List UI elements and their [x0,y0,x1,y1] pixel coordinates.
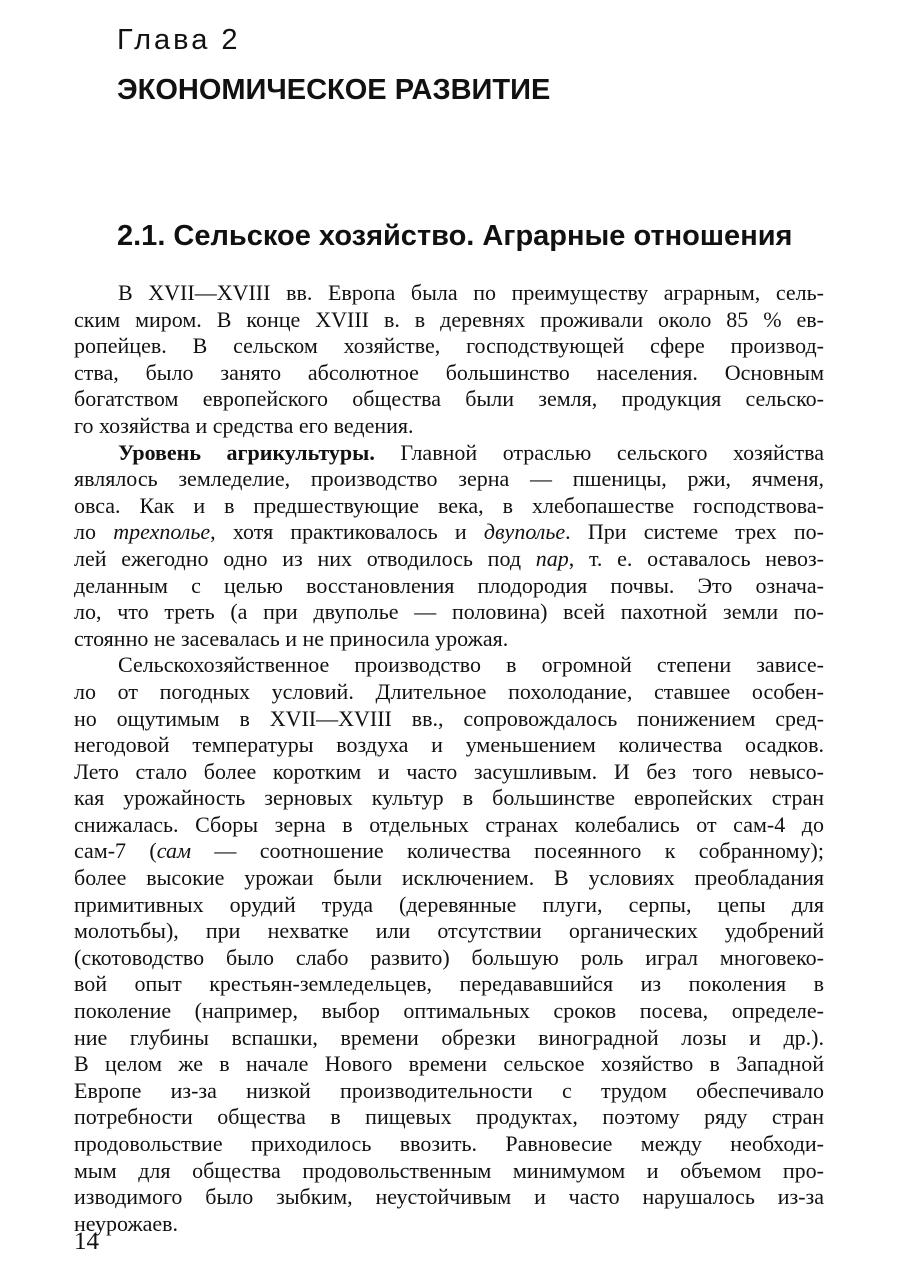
paragraph-3-line: снижалась. Сборы зерна в отдельных странах колебались от сам-4 до [74,811,824,837]
paragraph-2-line [74,546,824,573]
paragraph-3-line: продовольствие приходилось ввозить. Равновесие между необходи- [74,1131,824,1156]
paragraph-3-line: мым для общества продовольственным минимумом и объемом про- [74,1157,824,1183]
paragraph-3-line: ло от погодных условий. Длительное похолодание, ставшее особен- [74,678,824,704]
paragraph-2-line: овса. Как и в предшествующие века, в хлебопашестве господствова- [74,492,824,518]
text-run: Главной отраслью сельского хозяйства [374,439,824,465]
paragraph-2-line [74,519,824,546]
page-number: 14 [74,1228,99,1255]
paragraph-1-line: ропейцев. В сельском хозяйстве, господствующей сфере производ- [74,333,824,359]
paragraph-2-line: являлось земледелие, производство зерна — пшеницы, ржи, ячменя, [74,466,824,492]
paragraph-2-line: деланным с целью восстановления плодородия почвы. Это означа- [74,572,824,598]
text-run: . При системе трех по- [565,519,824,545]
text-run: ло [74,519,114,545]
paragraph-3-line: более высокие урожаи были исключением. В условиях преобладания [74,865,824,891]
paragraph-3-line: но ощутимым в XVII—XVIII вв., сопровождалось понижением сред- [74,705,824,731]
text-run: сам-7 ( [74,838,157,864]
section-title: 2.1. Сельское хозяйство. Аграрные отношения [117,220,793,252]
paragraph-3-line [74,838,824,865]
paragraph-3-line: Европе из-за низкой производительности с трудом обеспечивало [74,1077,824,1103]
text-run: лей ежегодно одно из них отводилось под [74,545,536,571]
paragraph-2-line: ло, что треть (а при двуполье — половина) всей пахотной земли по- [74,599,824,625]
term-italic: сам [156,838,192,864]
paragraph-3-line: изводимого было зыбким, неустойчивым и часто нарушалось из-за [74,1184,824,1210]
paragraph-3-line: кая урожайность зерновых культур в большинстве европейских стран [74,785,824,811]
term-italic: трехполье [113,519,211,545]
paragraph-3-line: молотьбы), при нехватке или отсутствии органических удобрений [74,918,824,944]
paragraph-2-line [74,440,824,467]
paragraph-3-line: поколение (например, выбор оптимальных сроков посева, определе- [74,998,824,1024]
paragraph-3-line: (скотоводство было слабо развито) большую роль играл многовеко- [74,944,824,970]
chapter-title: ЭКОНОМИЧЕСКОЕ РАЗВИТИЕ [117,74,551,106]
run-in-heading: Уровень агрикультуры. [118,439,375,465]
chapter-label: Глава 2 [117,24,241,56]
text-run: , хотя практиковалось и [210,519,484,545]
term-italic: двуполье [483,519,566,545]
term-italic: пар [535,545,569,571]
paragraph-3-line: вой опыт крестьян-земледельцев, передававшийся из поколения в [74,971,824,997]
paragraph-3-line: В целом же в начале Нового времени сельское хозяйство в Западной [74,1051,824,1077]
body-text [74,280,824,1237]
paragraph-3-line: примитивных орудий труда (деревянные плуги, серпы, цепы для [74,891,824,917]
paragraph-3-line: потребности общества в пищевых продуктах, поэтому ряду стран [74,1104,824,1130]
paragraph-2-line: стоянно не засевалась и не приносила урожая. [74,625,509,651]
paragraph-1-line: ским миром. В конце XVIII в. в деревнях проживали около 85 % ев- [74,306,824,332]
text-run: , т. е. оставалось невоз- [568,545,824,571]
paragraph-3-line: ние глубины вспашки, времени обрезки виноградной лозы и др.). [74,1024,824,1050]
paragraph-1-line: богатством европейского общества были земля, продукция сельско- [74,386,824,412]
paragraph-3-line: Сельскохозяйственное производство в огромной степени зависе- [118,652,824,678]
text-run: — соотношение количества посеянного к собранному); [191,838,824,864]
paragraph-3-line: Лето стало более коротким и часто засушливым. И без того невысо- [74,758,824,784]
paragraph-3-line: негодовой температуры воздуха и уменьшением количества осадков. [74,732,824,758]
paragraph-1-line: В XVII—XVIII вв. Европа была по преимуществу аграрным, сель- [118,280,824,305]
paragraph-1-line: ства, было занято абсолютное большинство населения. Основным [74,359,824,385]
paragraph-1-line: го хозяйства и средства его ведения. [74,412,414,438]
paragraph-3-line: неурожаев. [74,1210,179,1236]
